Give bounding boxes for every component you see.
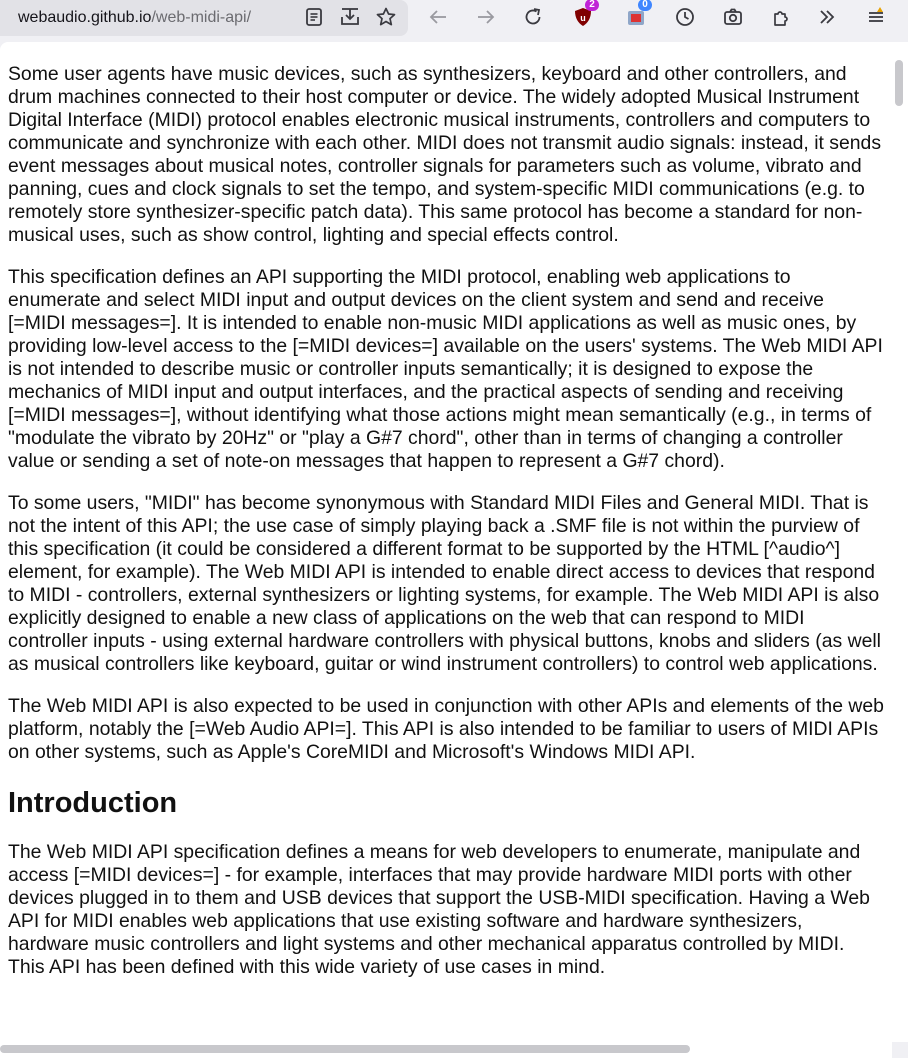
paragraph-api-scope: This specification defines an API supporting the MIDI protocol, enabling web applications to enumerate and select MIDI input and output devices on the client system and send and receive [=MIDI messages=]. It is intended to enable non-music MIDI applications as well as music ones, by providing low-level access to the [=MIDI devices=] available on the users' systems. The Web MIDI API is not intended to describe music or controller inputs semantically; it is designed to expose the mechanics of MIDI input and output interfaces, and the practical aspects of sending and receiving [=MIDI messages=], without identifying what those actions might mean semantically (e.g., in terms of "modulate the vibrato by 20Hz" or "play a G#7 chord", other than in terms of changing a controller value or sending a set of note-on messages that happen to represent a G#7 chord). <box>8 266 883 472</box>
heading-introduction: Introduction <box>8 787 178 819</box>
forward-arrow-icon[interactable] <box>472 3 500 31</box>
url-text[interactable] <box>18 8 251 28</box>
horizontal-scroll-thumb[interactable] <box>0 1045 690 1053</box>
address-bar[interactable] <box>0 0 408 36</box>
vertical-scrollbar[interactable] <box>892 42 908 1042</box>
page-content <box>0 42 892 1042</box>
paragraph-not-smf: To some users, "MIDI" has become synonymous with Standard MIDI Files and General MIDI. That is not the intent of this API; the use case of simply playing back a .SMF file is not within the purview of this specification (it could be considered a different format to be supported by the HTML [^audio^] element, for example). The Web MIDI API is intended to enable direct access to devices that respond to MIDI - controllers, external synthesizers or lighting systems, for example. The Web MIDI API is also explicitly designed to enable a new class of applications on the web that can respond to MIDI controller inputs - using external hardware controllers with physical buttons, knobs and sliders (as well as musical controllers like keyboard, guitar or wind instrument controllers) to control web applications. <box>8 492 881 675</box>
screenshot-camera-icon[interactable] <box>719 3 747 31</box>
reader-view-icon[interactable] <box>300 3 328 31</box>
save-to-pocket-icon[interactable] <box>336 3 364 31</box>
ublock-badge: 2 <box>585 0 599 11</box>
extensions-puzzle-icon[interactable] <box>767 3 795 31</box>
reload-icon[interactable] <box>519 3 547 31</box>
svg-text:u: u <box>580 13 586 23</box>
browser-toolbar <box>0 0 908 40</box>
bookmark-star-icon[interactable] <box>372 3 400 31</box>
extension-badge-icon[interactable] <box>622 0 650 31</box>
article <box>8 63 884 998</box>
vertical-scroll-thumb[interactable] <box>895 60 903 106</box>
back-arrow-icon[interactable] <box>424 3 452 31</box>
extension-badge: 0 <box>638 0 652 11</box>
paragraph-midi-overview: Some user agents have music devices, such as synthesizers, keyboard and other controllers, and drum machines connected to their host computer or device. The widely adopted Musical Instrument Digital Interface (MIDI) protocol enables electronic musical instruments, controllers and computers to communicate and synchronize with each other. MIDI does not transmit audio signals: instead, it sends event messages about musical notes, controller signals for parameters such as volume, vibrato and panning, cues and clock signals to set the tempo, and system-specific MIDI communications (e.g. to remotely store synthesizer-specific patch data). This same protocol has become a standard for non-musical uses, such as show control, lighting and special effects control. <box>8 63 882 246</box>
history-clock-icon[interactable] <box>671 3 699 31</box>
url-path: /web-midi-api/ <box>151 9 252 26</box>
menu-hamburger-icon[interactable] <box>862 3 890 31</box>
paragraph-introduction: The Web MIDI API specification defines a means for web developers to enumerate, manipulate and access [=MIDI devices=] - for example, interfaces that may provide hardware MIDI ports with other devices plugged in to them and USB devices that support the USB-MIDI specification. Having a Web API for MIDI enables web applications that use existing software and hardware synthesizers, hardware music controllers and light systems and other mechanical apparatus controlled by MIDI. This API has been defined with this wide variety of use cases in mind. <box>8 841 870 978</box>
ublock-icon[interactable] <box>569 0 597 31</box>
overflow-chevron-icon[interactable] <box>813 3 841 31</box>
url-host: webaudio.github.io <box>18 9 152 26</box>
paragraph-web-audio: The Web MIDI API is also expected to be used in conjunction with other APIs and elements of the web platform, notably the [=Web Audio API=]. This API is also intended to be familiar to users of MIDI APIs on other systems, such as Apple's CoreMIDI and Microsoft's Windows MIDI API. <box>8 695 884 763</box>
